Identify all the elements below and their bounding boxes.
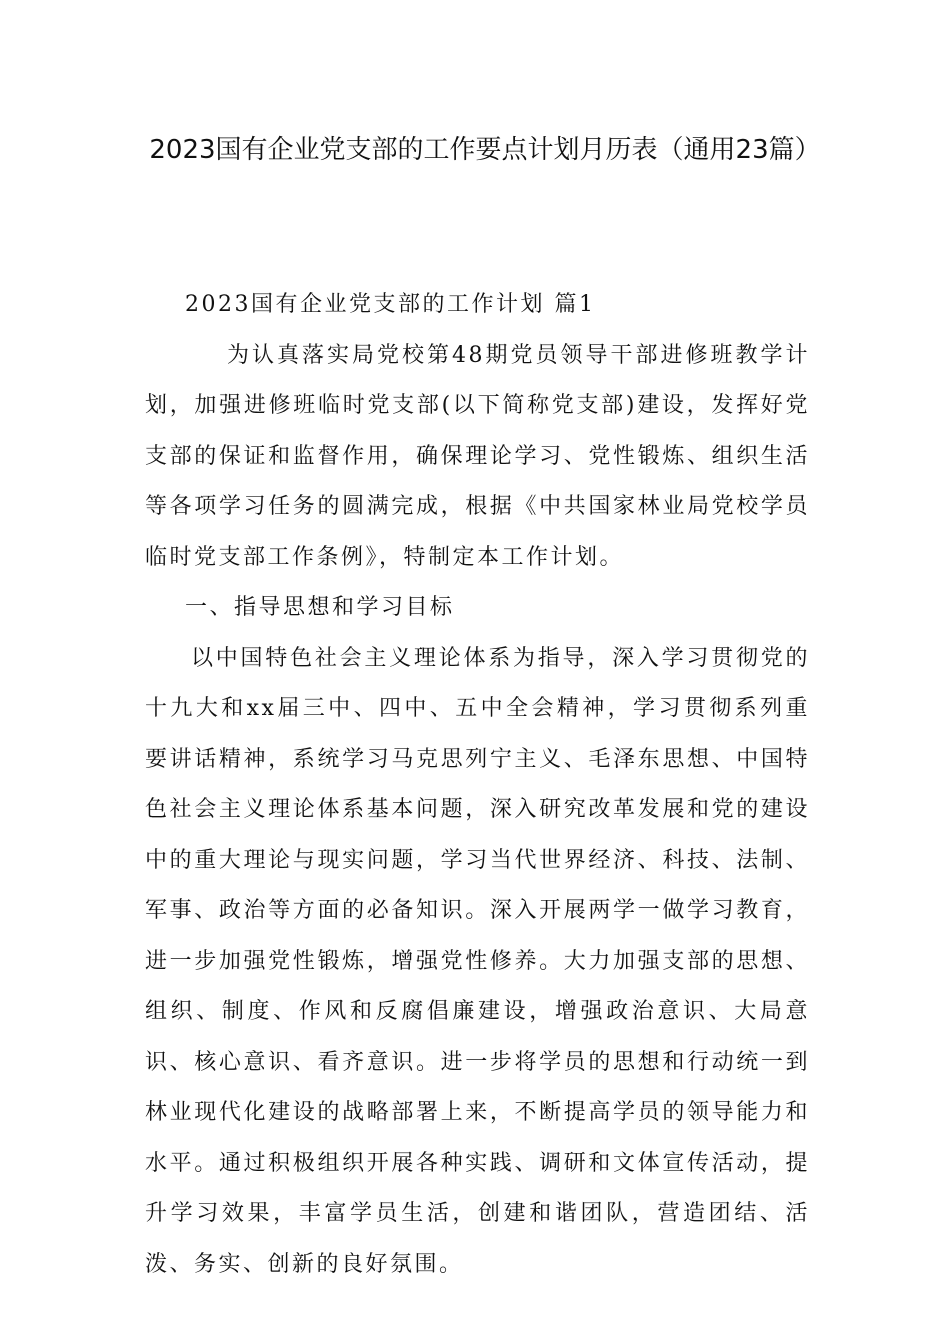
document-title: 2023国有企业党支部的工作要点计划月历表（通用23篇） (149, 135, 821, 165)
section-heading: 2023国有企业党支部的工作计划 篇1 (185, 292, 596, 317)
document-body (145, 280, 810, 1290)
intro-paragraph: 为认真落实局党校第48期党员领导干部进修班教学计划，加强进修班临时党支部(以下简称党支部)建设，发挥好党支部的保证和监督作用，确保理论学习、党性锻炼、组织生活等各项学习任务的圆满完成，根据《中共国家林业局党校学员临时党支部工作条例》，特制定本工作计划。 (145, 342, 810, 570)
guiding-ideology-heading: 一、指导思想和学习目标 (185, 595, 455, 620)
guiding-ideology-paragraph: 以中国特色社会主义理论体系为指导，深入学习贯彻党的十九大和xx届三中、四中、五中全会精神，学习贯彻系列重要讲话精神，系统学习马克思列宁主义、毛泽东思想、中国特色社会主义理论体系基本问题，深入研究改革发展和党的建设中的重大理论与现实问题，学习当代世界经济、科技、法制、军事、政治等方面的必备知识。深入开展两学一做学习教育，进一步加强党性锻炼，增强党性修养。大力加强支部的思想、组织、制度、作风和反腐倡廉建设，增强政治意识、大局意识、核心意识、看齐意识。进一步将学员的思想和行动统一到林业现代化建设的战略部署上来，不断提高学员的领导能力和水平。通过积极组织开展各种实践、调研和文体宣传活动，提升学习效果，丰富学员生活，创建和谐团队，营造团结、活泼、务实、创新的良好氛围。 (145, 645, 810, 1277)
